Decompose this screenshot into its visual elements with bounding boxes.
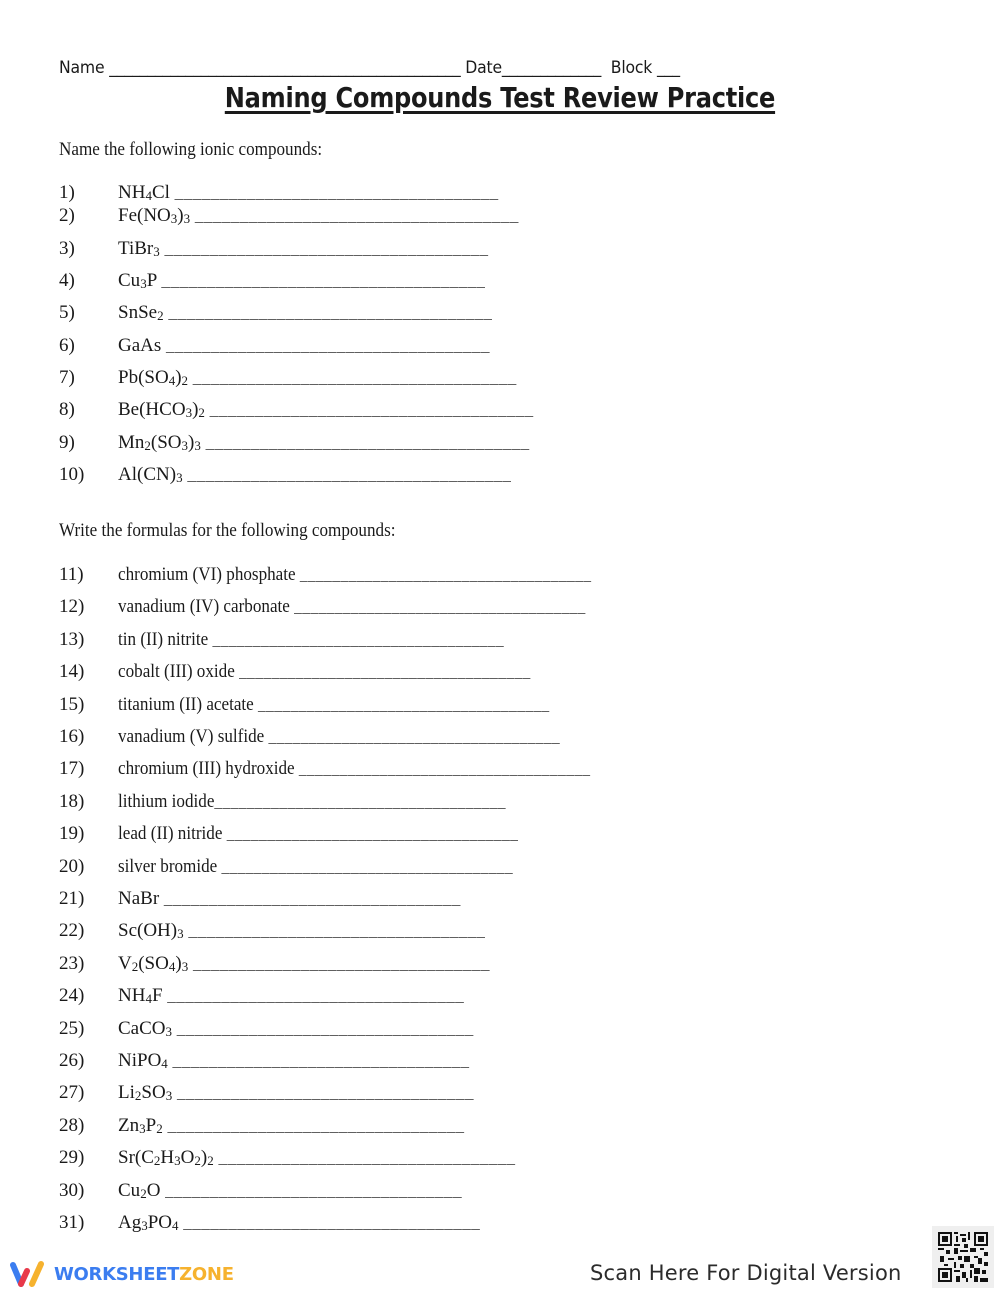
answer-blank[interactable]: _________________________________ bbox=[192, 953, 490, 973]
question-number: 24) bbox=[59, 985, 85, 1007]
answer-blank[interactable]: ____________________________________ bbox=[208, 629, 505, 649]
question-number: 21) bbox=[59, 888, 85, 909]
answer-blank[interactable]: _________________________________ bbox=[176, 1083, 474, 1103]
answer-blank[interactable]: _________________________________ bbox=[167, 1115, 465, 1135]
question-number: 25) bbox=[59, 1017, 85, 1039]
question-number: 8) bbox=[59, 399, 75, 420]
question-number: 11) bbox=[59, 564, 84, 585]
chemical-formula: $Sc(OH)_3$ _________________________________ bbox=[118, 920, 486, 942]
answer-blank[interactable]: ____________________________________ bbox=[205, 433, 530, 452]
answer-blank[interactable]: ____________________________________ bbox=[164, 239, 489, 258]
question-number: 16) bbox=[59, 726, 85, 747]
worksheet-zone-logo-icon bbox=[8, 1259, 48, 1289]
question-number: 26) bbox=[59, 1050, 85, 1071]
question-number: 28) bbox=[59, 1114, 85, 1136]
question-number: 5) bbox=[59, 302, 75, 323]
name-label: Name bbox=[59, 58, 105, 78]
chemical-formula: $Cu_2O$ _________________________________ bbox=[118, 1179, 463, 1201]
compound-name: lead (II) nitride ____________________________________ bbox=[118, 823, 519, 845]
chemical-formula: GaAs ____________________________________ bbox=[118, 335, 491, 356]
answer-blank[interactable]: _________________________________ bbox=[188, 921, 486, 941]
section2-instruction: Write the formulas for the following compounds: bbox=[59, 520, 396, 541]
compound-name: vanadium (V) sulfide ____________________________________ bbox=[118, 726, 561, 747]
question-number: 4) bbox=[59, 270, 75, 291]
name-field[interactable]: ______________________________________________ bbox=[104, 58, 466, 78]
chemical-formula: $Cu_3P$ ____________________________________ bbox=[118, 270, 486, 291]
date-label: Date bbox=[465, 58, 502, 78]
chemical-formula: $Fe(NO_3)_3$ ____________________________________ bbox=[118, 205, 519, 226]
compound-name: tin (II) nitrite ____________________________________ bbox=[118, 628, 505, 650]
question-number: 19) bbox=[59, 823, 85, 845]
compound-name: chromium (VI) phosphate ____________________________________ bbox=[118, 564, 592, 585]
answer-blank[interactable]: ____________________________________ bbox=[192, 368, 517, 387]
answer-blank[interactable]: _________________________________ bbox=[176, 1018, 474, 1038]
date-field[interactable]: _____________ bbox=[501, 58, 602, 78]
answer-blank[interactable]: ____________________________________ bbox=[295, 565, 592, 584]
qr-code-icon bbox=[938, 1232, 988, 1282]
chemical-formula: $Li_2SO_3$ _________________________________ bbox=[118, 1082, 474, 1104]
answer-blank[interactable]: ____________________________________ bbox=[253, 694, 550, 714]
question-number: 14) bbox=[59, 661, 85, 683]
chemical-formula: $Al(CN)_3$ ____________________________________ bbox=[118, 464, 512, 485]
block-field[interactable]: ___ bbox=[652, 58, 680, 78]
question-number: 18) bbox=[59, 790, 85, 812]
answer-blank[interactable]: ____________________________________ bbox=[209, 400, 534, 419]
answer-blank[interactable]: _________________________________ bbox=[218, 1148, 516, 1168]
answer-blank[interactable]: ____________________________________ bbox=[234, 662, 531, 682]
question-number: 12) bbox=[59, 596, 85, 618]
chemical-formula: CaCO$_3$ _________________________________ bbox=[118, 1017, 474, 1039]
chemical-formula: NaBr _________________________________ bbox=[118, 888, 461, 909]
answer-blank[interactable]: ____________________________________ bbox=[214, 791, 507, 811]
question-number: 3) bbox=[59, 238, 75, 259]
answer-blank[interactable]: ____________________________________ bbox=[217, 856, 514, 876]
question-number: 13) bbox=[59, 628, 85, 650]
answer-blank[interactable]: _________________________________ bbox=[167, 986, 465, 1006]
compound-name: chromium (III) hydroxide ____________________________________ bbox=[118, 758, 591, 780]
chemical-formula: $Zn_3P_2$ _________________________________ bbox=[118, 1114, 465, 1136]
question-number: 31) bbox=[59, 1212, 85, 1233]
question-number: 27) bbox=[59, 1082, 85, 1104]
question-number: 22) bbox=[59, 920, 85, 942]
chemical-formula: $Ag_3PO_4$ _________________________________ bbox=[118, 1212, 481, 1233]
question-number: 20) bbox=[59, 855, 85, 877]
chemical-formula: NiPO$_4$ _________________________________ bbox=[118, 1050, 470, 1071]
chemical-formula: TiBr$_3$ ____________________________________ bbox=[118, 238, 489, 259]
chemical-formula: $Be(HCO_3)_2$ ____________________________________ bbox=[118, 399, 534, 420]
page-title: Naming Compounds Test Review Practice bbox=[224, 81, 776, 114]
question-number: 7) bbox=[59, 367, 75, 388]
answer-blank[interactable]: ____________________________________ bbox=[174, 183, 499, 202]
chemical-formula: $V_2(SO_4)_3$ _________________________________ bbox=[118, 952, 490, 974]
compound-name: cobalt (III) oxide ____________________________________ bbox=[118, 661, 531, 683]
answer-blank[interactable]: ____________________________________ bbox=[289, 597, 586, 617]
qr-code[interactable] bbox=[932, 1226, 994, 1288]
question-number: 6) bbox=[59, 335, 75, 356]
compound-name: titanium (II) acetate ____________________________________ bbox=[118, 693, 550, 715]
answer-blank[interactable]: ____________________________________ bbox=[187, 465, 512, 484]
chemical-formula: $Sr(C_2H_3O_2)_2$ _________________________________ bbox=[118, 1147, 516, 1169]
answer-blank[interactable]: ____________________________________ bbox=[161, 271, 486, 290]
question-number: 29) bbox=[59, 1147, 85, 1169]
question-number: 17) bbox=[59, 758, 85, 780]
answer-blank[interactable]: _________________________________ bbox=[163, 889, 461, 908]
section1-instruction: Name the following ionic compounds: bbox=[59, 139, 323, 160]
scan-here-text: Scan Here For Digital Version bbox=[590, 1261, 902, 1285]
chemical-formula: $NH_4F$ _________________________________ bbox=[118, 985, 465, 1007]
question-number: 1) bbox=[59, 182, 75, 203]
question-number: 9) bbox=[59, 432, 75, 453]
answer-blank[interactable]: ____________________________________ bbox=[222, 824, 519, 844]
answer-blank[interactable]: ____________________________________ bbox=[194, 206, 519, 225]
compound-name: silver bromide ____________________________________ bbox=[118, 855, 514, 877]
answer-blank[interactable]: ____________________________________ bbox=[166, 336, 491, 355]
question-number: 23) bbox=[59, 952, 85, 974]
answer-blank[interactable]: ____________________________________ bbox=[168, 303, 493, 322]
answer-blank[interactable]: _________________________________ bbox=[183, 1213, 481, 1232]
block-label: Block bbox=[610, 58, 653, 78]
chemical-formula: $NH_4Cl$ ____________________________________ bbox=[118, 182, 499, 203]
answer-blank[interactable]: _________________________________ bbox=[172, 1051, 470, 1070]
compound-name: vanadium (IV) carbonate ____________________________________ bbox=[118, 596, 586, 618]
compound-name: lithium iodide____________________________________ bbox=[118, 790, 507, 812]
answer-blank[interactable]: _________________________________ bbox=[165, 1180, 463, 1200]
answer-blank[interactable]: ____________________________________ bbox=[294, 759, 591, 779]
chemical-formula: SnSe$_2$ ____________________________________ bbox=[118, 302, 493, 323]
chemical-formula: $Mn_2(SO_3)_3$ ____________________________________ bbox=[118, 432, 530, 453]
question-number: 2) bbox=[59, 205, 75, 226]
question-number: 10) bbox=[59, 464, 85, 485]
question-number: 30) bbox=[59, 1179, 85, 1201]
worksheet-zone-logo: WORKSHEETZONE bbox=[8, 1259, 234, 1289]
student-info-line bbox=[59, 58, 850, 78]
chemical-formula: $Pb(SO_4)_2$ ____________________________________ bbox=[118, 367, 517, 388]
question-number: 15) bbox=[59, 693, 85, 715]
answer-blank[interactable]: ____________________________________ bbox=[264, 727, 561, 746]
